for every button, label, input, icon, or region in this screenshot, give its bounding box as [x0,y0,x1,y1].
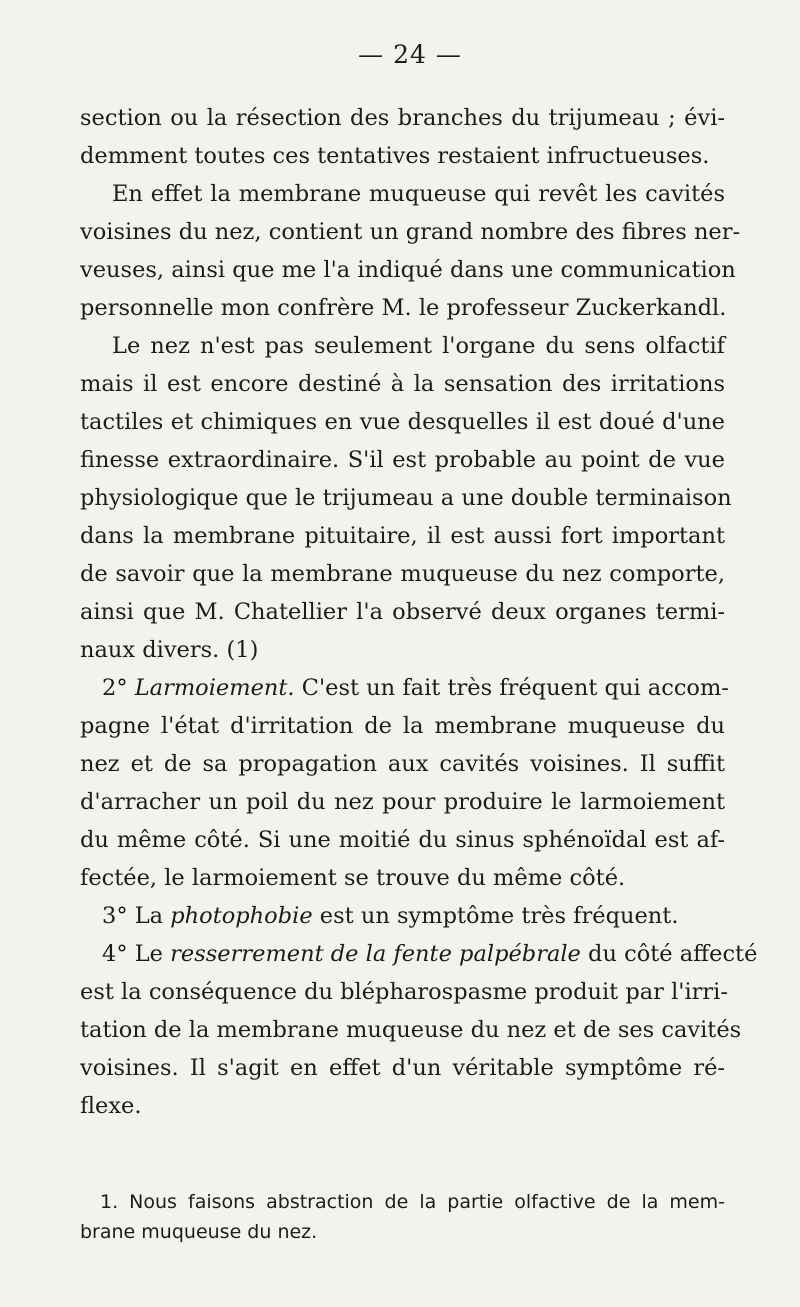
text-line: personnelle mon confrère M. le professeur Zuckerkandl. [80,295,727,321]
item-heading: Larmoiement. [134,675,295,701]
text-fragment: est un symptôme très fréquent. [312,903,679,929]
footnote [80,1187,725,1247]
footnote-line: 1. Nous faisons abstraction de la partie olfactive de la mem- [100,1191,725,1213]
text-line [80,897,725,935]
text-fragment: C'est un fait très fréquent qui accom- [294,675,729,701]
text-line: fectée, le larmoiement se trouve du même côté. [80,865,626,891]
text-line: de savoir que la membrane muqueuse du nez comporte, [80,561,725,587]
item-number: 2° [102,675,128,701]
text-line: ainsi que M. Chatellier l'a observé deux organes termi- [80,599,725,625]
text-line: voisines. Il s'agit en effet d'un véritable symptôme ré- [80,1055,725,1081]
text-line: pagne l'état d'irritation de la membrane muqueuse du [80,713,725,739]
text-line [80,935,758,973]
text-line: tation de la membrane muqueuse du nez et de ses cavités [80,1017,742,1043]
item-heading: resserrement de la fente palpébrale [170,941,581,967]
text-line: naux divers. (1) [80,637,259,663]
text-line: d'arracher un poil du nez pour produire le larmoiement [80,789,725,815]
item-heading: photophobie [170,903,313,929]
text-line: finesse extraordinaire. S'il est probable au point de vue [80,447,725,473]
text-line: du même côté. Si une moitié du sinus sphénoïdal est af- [80,827,725,853]
text-line: mais il est encore destiné à la sensation des irritations [80,371,725,397]
text-fragment: La [127,903,171,929]
text-line: flexe. [80,1093,142,1119]
text-line: physiologique que le trijumeau a une double terminaison [80,485,732,511]
text-line: En effet la membrane muqueuse qui revêt les cavités [112,181,725,207]
text-line: section ou la résection des branches du trijumeau ; évi- [80,105,725,131]
text-line: demment toutes ces tentatives restaient infructueuses. [80,143,710,169]
text-fragment: du côté affecté [580,941,758,967]
footnote-line: brane muqueuse du nez. [80,1221,318,1243]
text-line: veuses, ainsi que me l'a indiqué dans une communication [80,257,736,283]
body-text [80,99,758,1125]
text-line: voisines du nez, contient un grand nombre des fibres ner- [80,219,741,245]
text-line: est la conséquence du blépharospasme produit par l'irri- [80,979,728,1005]
text-line: dans la membrane pituitaire, il est aussi fort important [80,523,725,549]
text-fragment: Le [127,941,171,967]
item-number: 4° [102,941,128,967]
text-line: tactiles et chimiques en vue desquelles il est doué d'une [80,409,725,435]
item-number: 3° [102,903,128,929]
text-line: Le nez n'est pas seulement l'organe du sens olfactif [112,333,725,359]
text-line [80,669,729,707]
text-line: nez et de sa propagation aux cavités voisines. Il suffit [80,751,725,777]
page-number: — 24 — [358,40,462,69]
